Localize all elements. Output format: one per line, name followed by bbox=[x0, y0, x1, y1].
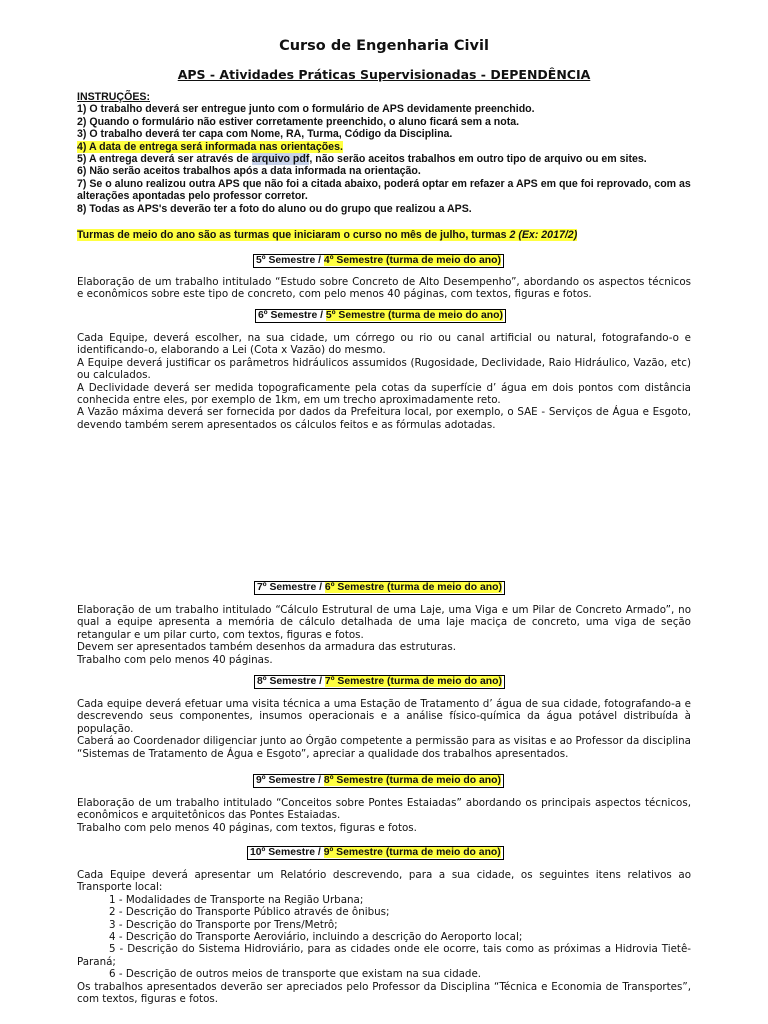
section-paragraph: Elaboração de um trabalho intitulado “Cálculo Estrutural de uma Laje, uma Viga e um Pilar de Concreto Armado”, no qual a equipe apresenta a memória de cálculo detalhada de uma laje maciça de concreto, uma viga de seção retangular e um pilar curto, com textos, figuras e fotos. bbox=[77, 604, 691, 641]
instruction-5 bbox=[77, 153, 691, 165]
semester-heading-highlight: 7º Semestre (turma de meio do ano) bbox=[324, 676, 502, 687]
semester-heading-highlight: 4º Semestre (turma de meio do ano) bbox=[323, 255, 501, 266]
section-8-body bbox=[77, 698, 691, 760]
semester-heading-label: 8º Semestre / bbox=[257, 676, 325, 687]
section-paragraph: Cada Equipe deverá apresentar um Relatório descrevendo, para a sua cidade, os seguintes itens relativos ao Transporte local: bbox=[77, 869, 691, 894]
semester-heading-highlight: 8º Semestre (turma de meio do ano) bbox=[323, 775, 501, 786]
semester-heading-highlight: 6º Semestre (turma de meio do ano) bbox=[324, 582, 502, 593]
section-5-body bbox=[77, 276, 691, 301]
list-item: 4 - Descrição do Transporte Aeroviário, incluindo a descrição do Aeroporto local; bbox=[109, 931, 523, 944]
section-paragraph: Caberá ao Coordenador diligenciar junto ao Órgão competente a permissão para as visitas e ao Professor da disciplina “Sistemas de Tratamento de Água e Esgoto”, apreciar a qualidade dos trabalhos apresentados. bbox=[77, 735, 691, 760]
semester-heading-label: 7º Semestre / bbox=[257, 582, 325, 593]
instruction-2: 2) Quando o formulário não estiver corretamente preenchido, o aluno ficará sem a nota. bbox=[77, 115, 520, 128]
instruction-7: 7) Se o aluno realizou outra APS que não foi a citada abaixo, poderá optar em refazer a APS em que foi reprovado, com as alterações apontadas pelo professor corretor. bbox=[77, 177, 691, 203]
section-paragraph: Elaboração de um trabalho intitulado “Estudo sobre Concreto de Alto Desempenho”, abordando os aspectos técnicos e econômicos sobre este tipo de concreto, com pelo menos 40 páginas, com textos, figuras e fotos. bbox=[77, 276, 691, 301]
section-paragraph: Trabalho com pelo menos 40 páginas, com textos, figuras e fotos. bbox=[77, 821, 417, 834]
mid-year-note-main: Turmas de meio do ano são as turmas que iniciaram o curso no mês de julho, turmas bbox=[77, 229, 510, 241]
instruction-4 bbox=[77, 141, 691, 153]
section-paragraph: Cada Equipe, deverá escolher, na sua cidade, um córrego ou rio ou canal artificial ou natural, fotografando-o e identificando-o, elaborando a Lei (Cota x Vazão) do mesmo. bbox=[77, 332, 691, 357]
instruction-6: 6) Não serão aceitos trabalhos após a data informada na orientação. bbox=[77, 165, 421, 178]
section-paragraph: A Equipe deverá justificar os parâmetros hidráulicos assumidos (Rugosidade, Declividade, Raio Hidráulico, Vazão, etc) ou calculados. bbox=[77, 356, 691, 382]
semester-heading-9 bbox=[253, 774, 504, 788]
section-closing-paragraph: Os trabalhos apresentados deverão ser apreciados pelo Professor da Disciplina “Técnica e Economia de Transportes”, com textos, figuras e fotos. bbox=[77, 980, 691, 1006]
section-7-body bbox=[77, 604, 691, 666]
section-paragraph: Elaboração de um trabalho intitulado “Conceitos sobre Pontes Estaiadas” abordando os principais aspectos técnicos, econômicos e arquitetônicos das Pontes Estaiadas. bbox=[77, 797, 691, 822]
section-paragraph: Devem ser apresentados também desenhos da armadura das estruturas. bbox=[77, 641, 456, 654]
instructions-heading: INSTRUÇÕES: bbox=[77, 91, 150, 103]
section-9-body bbox=[77, 797, 691, 834]
list-item: 1 - Modalidades de Transporte na Região Urbana; bbox=[109, 893, 364, 906]
section-paragraph: A Declividade deverá ser medida topograficamente pela cotas da superfície d’ água em dois pontos com distância conhecida entre eles, por exemplo de 1km, em um trecho aproximadamente reto. bbox=[77, 381, 691, 407]
mid-year-note bbox=[77, 229, 691, 241]
list-item: 5 - Descrição do Sistema Hidroviário, para as cidades onde ele ocorre, tais como as próximas a Hidrovia Tietê-Paraná; bbox=[77, 943, 691, 968]
semester-heading-10 bbox=[247, 846, 504, 860]
instruction-1: 1) O trabalho deverá ser entregue junto com o formulário de APS devidamente preenchido. bbox=[77, 103, 535, 116]
section-paragraph: Trabalho com pelo menos 40 páginas. bbox=[77, 653, 273, 666]
semester-heading-label: 10º Semestre / bbox=[250, 847, 324, 858]
instruction-5-end: , não serão aceitos trabalhos em outro tipo de arquivo ou em sites. bbox=[309, 153, 647, 166]
instruction-5-selected-text: arquivo pdf bbox=[251, 153, 310, 166]
semester-heading-highlight: 5º Semestre (turma de meio do ano) bbox=[325, 310, 503, 321]
instructions-block bbox=[77, 91, 691, 215]
instruction-5-start: 5) A entrega deverá ser através de bbox=[77, 153, 252, 166]
semester-heading-6 bbox=[255, 309, 506, 323]
instruction-3: 3) O trabalho deverá ter capa com Nome, RA, Turma, Código da Disciplina. bbox=[77, 128, 453, 141]
section-paragraph: Cada equipe deverá efetuar uma visita técnica a uma Estação de Tratamento d’ água de sua cidade, fotografando-a e descrevendo seus componentes, insumos operacionais e a análise físico-química da água potável distribuída à população. bbox=[77, 698, 691, 735]
section-10-body bbox=[77, 869, 691, 1005]
section-6-body bbox=[77, 332, 691, 431]
mid-year-note-text bbox=[77, 229, 577, 241]
semester-heading-label: 5º Semestre / bbox=[256, 255, 324, 266]
instruction-8: 8) Todas as APS's deverão ter a foto do aluno ou do grupo que realizou a APS. bbox=[77, 202, 472, 215]
document-title: Curso de Engenharia Civil bbox=[279, 38, 489, 54]
semester-heading-5 bbox=[253, 254, 504, 268]
instruction-4-highlight: 4) A data de entrega será informada nas orientações. bbox=[77, 140, 343, 153]
section-paragraph: A Vazão máxima deverá ser fornecida por dados da Prefeitura local, por exemplo, o SAE - Serviços de Água e Esgoto, devendo também serem apresentados os cálculos feitos e as fórmulas adotadas. bbox=[77, 406, 691, 431]
semester-heading-highlight: 9º Semestre (turma de meio do ano) bbox=[323, 847, 501, 858]
list-item: 6 - Descrição de outros meios de transporte que existam na sua cidade. bbox=[109, 968, 482, 981]
document-subtitle: APS - Atividades Práticas Supervisionadas - DEPENDÊNCIA bbox=[177, 67, 591, 82]
list-item: 3 - Descrição do Transporte por Trens/Metrô; bbox=[109, 918, 338, 931]
semester-heading-8 bbox=[254, 675, 505, 689]
semester-heading-label: 9º Semestre / bbox=[256, 775, 324, 786]
semester-heading-7 bbox=[254, 581, 505, 595]
semester-heading-label: 6º Semestre / bbox=[258, 310, 326, 321]
mid-year-note-example: 2 (Ex: 2017/2) bbox=[509, 229, 578, 241]
list-item: 2 - Descrição do Transporte Público através de ônibus; bbox=[109, 906, 390, 919]
